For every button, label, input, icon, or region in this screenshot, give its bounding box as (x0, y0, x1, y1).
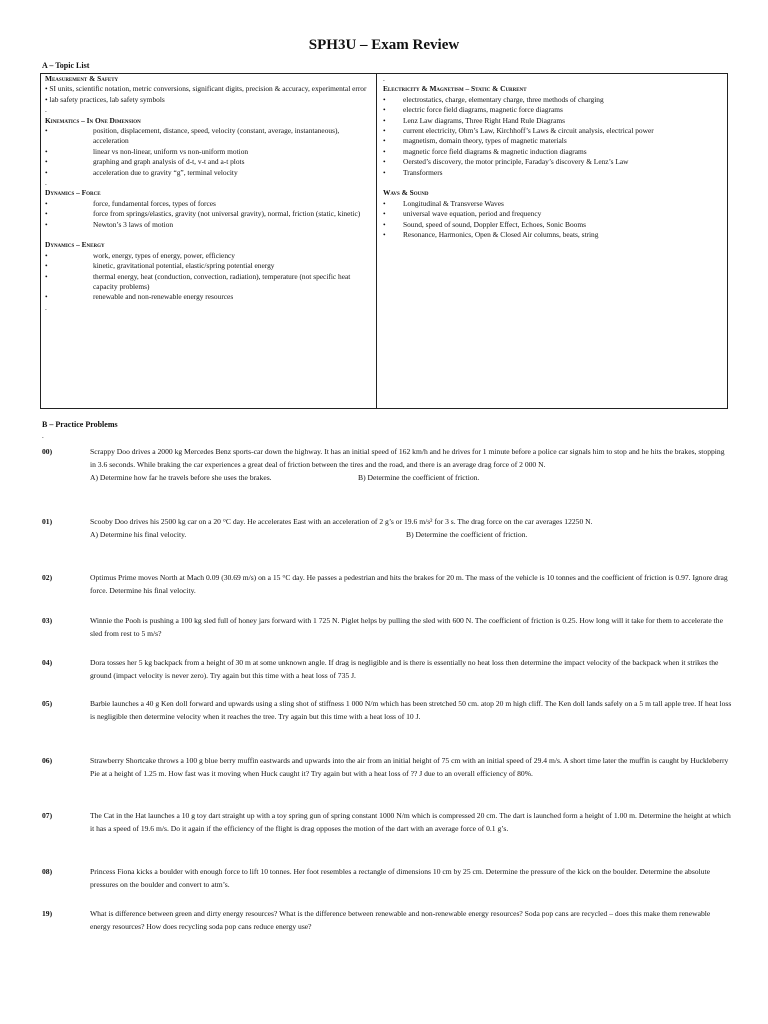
problem-number: 08) (42, 867, 53, 876)
problem-item (42, 572, 732, 598)
topic-heading: Measurement & Safety (45, 74, 119, 83)
topic-item: • SI units, scientific notation, metric conversions, significant digits, precision & accuracy, experimental error (45, 84, 367, 94)
topic-item: • thermal energy, heat (conduction, convection, radiation), temperature (not specific heat capacity problems) (45, 271, 351, 292)
problem-number: 05) (42, 699, 53, 708)
topic-item: • magnetic force field diagrams & magnetic induction diagrams (383, 146, 587, 156)
problem-item (42, 516, 732, 542)
spacer-dot: . (45, 105, 47, 115)
problem-item (42, 755, 732, 781)
problem-text: Strawberry Shortcake throws a 100 g blue berry muffin eastwards and upwards into the air from an initial height of 75 cm with an initial speed of 29.4 m/s. A short time later the muffin is caught by Huckleberry Pie at a height of 1.25 m. How fast was it moving when Huck caught it? Try again but with a heat loss of ?? J due to an overall efficiency of 80%. (90, 756, 729, 778)
problem-part-b: B) Determine the coefficient of friction. (406, 529, 528, 539)
topic-item: • renewable and non-renewable energy resources (45, 292, 234, 302)
topic-item: • graphing and graph analysis of d-t, v-t and a-t plots (45, 157, 245, 167)
spacer-dot: . (383, 74, 385, 83)
topic-item: • lab safety practices, lab safety symbols (45, 94, 165, 104)
problem-item (42, 446, 732, 484)
spacer-dot (45, 230, 372, 240)
problem-number: 01) (42, 517, 53, 526)
problem-part-a: A) Determine how far he travels before she uses the brakes. (90, 472, 272, 482)
topic-item: • work, energy, types of energy, power, efficiency (45, 250, 235, 260)
topic-heading: Dynamics – Energy (45, 240, 105, 250)
problem-item (42, 908, 732, 934)
problem-item (42, 866, 732, 892)
topic-column-right (377, 74, 727, 408)
topic-item: • Newton’s 3 laws of motion (45, 219, 174, 229)
problem-number: 07) (42, 811, 53, 820)
topic-column-left (41, 74, 377, 408)
topic-item: • universal wave equation, period and frequency (383, 209, 542, 219)
topic-item: • Sound, speed of sound, Doppler Effect, Echoes, Sonic Booms (383, 219, 586, 229)
topic-item: • electrostatics, charge, elementary charge, three methods of charging (383, 94, 604, 104)
topic-heading: Wavs & Sound (383, 188, 429, 198)
topic-item: • Transformers (383, 167, 443, 177)
problem-item (42, 810, 732, 836)
problem-text: What is difference between green and dirty energy resources? What is the difference between renewable and non-renewable energy resources? Soda pop cans are recycled – does this make them renewable energy resources? How does recycling soda pop cans reduce energy use? (90, 909, 711, 931)
spacer-dot: . (45, 302, 47, 312)
spacer-dot (383, 178, 723, 188)
problem-number: 06) (42, 756, 53, 765)
topic-heading: Electricity & Magnetism – Static & Current (383, 84, 527, 94)
problem-parts (90, 472, 732, 485)
problem-number: 03) (42, 616, 53, 625)
topic-heading: Dynamics – Force (45, 188, 101, 198)
problem-number: 02) (42, 573, 53, 582)
problem-text: Dora tosses her 5 kg backpack from a height of 30 m at some unknown angle. If drag is negligible and is there is essentially no heat loss then determine the impact velocity of the backpack when it strikes the ground (impact velocity is never zero). Try again but this time with a heat loss of 735 J. (90, 658, 719, 680)
topic-item: • Lenz Law diagrams, Three Right Hand Rule Diagrams (383, 115, 565, 125)
problem-text: Scrappy Doo drives a 2000 kg Mercedes Benz sports-car down the highway. It has an initial speed of 162 km/h and he drives for 1 minute before a police car signals him to stop and he hits the brakes, stopping in 3.6 seconds. While braking the car experiences a great deal of friction between the tires and the road, and there is an average drag force of 2 000 N. (90, 447, 725, 469)
topic-item: • force, fundamental forces, types of forces (45, 198, 216, 208)
topic-item: • kinetic, gravitational potential, elastic/spring potential energy (45, 261, 275, 271)
problem-text: Winnie the Pooh is pushing a 100 kg sled full of honey jars forward with 1 725 N. Piglet helps by pulling the sled with 600 N. The coefficient of friction is 0.25. How long will it take for them to accelerate the sled from rest to 5 m/s? (90, 616, 723, 638)
spacer-dot: . (42, 432, 44, 440)
topic-item: • position, displacement, distance, speed, velocity (constant, average, instantaneous), acceleration (45, 126, 340, 146)
spacer-dot: . (45, 178, 47, 188)
problem-text: Barbie launches a 40 g Ken doll forward and upwards using a sling shot of stiffness 1 000 N/m which has been stretched 50 cm. atop 20 m high cliff. The Ken doll lands safely on a 5 m tall apple tree. If heat loss is negligible then determine velocity when it reaches the tree. Try again but this time with a heat loss of 10 J. (90, 699, 732, 721)
problem-number: 19) (42, 909, 53, 918)
problem-parts (90, 529, 732, 542)
problem-item (42, 698, 732, 724)
problem-text: The Cat in the Hat launches a 10 g toy dart straight up with a toy spring gun of spring constant 1000 N/m which is compressed 20 cm. The dart is launched form a height of 1.00 m. Determine the height at which it has a speed of 19.6 m/s. Do it again if the efficiency of the flight is drag opposes the motion of the dart with an average force of 0.1 g’s. (90, 811, 731, 833)
problem-text: Scooby Doo drives his 2500 kg car on a 20 °C day. He accelerates East with an acceleration of 2 g’s or 19.6 m/s² for 3 s. The drag force on the car averages 12250 N. (90, 517, 593, 526)
problem-item (42, 657, 732, 683)
section-a-heading: A – Topic List (42, 61, 90, 70)
problem-number: 00) (42, 447, 53, 456)
topic-heading: Kinematics – In One Dimension (45, 115, 141, 125)
section-b-heading: B – Practice Problems (42, 420, 118, 429)
topic-item: • linear vs non-linear, uniform vs non-uniform motion (45, 146, 249, 156)
problem-part-a: A) Determine his final velocity. (90, 529, 187, 539)
topic-item: • force from springs/elastics, gravity (not universal gravity), normal, friction (static, kinetic) (45, 209, 361, 219)
problem-item (42, 615, 732, 641)
topic-item: • Longitudinal & Transverse Waves (383, 198, 504, 208)
topic-item: • current electricity, Ohm’s Law, Kirchhoff’s Laws & circuit analysis, electrical power (383, 126, 654, 136)
problem-text: Optimus Prime moves North at Mach 0.09 (30.69 m/s) on a 15 °C day. He passes a pedestrian and hits the brakes for 20 m. The mass of the vehicle is 10 tonnes and the coefficient of friction is 0.97. Ignore drag force. Determine his final velocity. (90, 573, 728, 595)
problem-part-b: B) Determine the coefficient of friction. (358, 472, 480, 482)
topic-list-table (40, 73, 728, 409)
topic-item: • electric force field diagrams, magnetic force diagrams (383, 105, 563, 115)
problem-number: 04) (42, 658, 53, 667)
problem-text: Princess Fiona kicks a boulder with enough force to lift 10 tonnes. Her foot resembles a rectangle of dimensions 10 cm by 25 cm. Determine the pressure of the kick on the boulder. Determine the absolute pressures on the boulder and convert to atm’s. (90, 867, 710, 889)
page-title: SPH3U – Exam Review (308, 37, 460, 53)
topic-item: • acceleration due to gravity “g”, terminal velocity (45, 167, 238, 177)
topic-item: • Resonance, Harmonics, Open & Closed Air columns, beats, string (383, 230, 599, 240)
topic-item: • Oersted’s discovery, the motor principle, Faraday’s discovery & Lenz’s Law (383, 157, 629, 167)
topic-item: • magnetism, domain theory, types of magnetic materials (383, 136, 567, 146)
